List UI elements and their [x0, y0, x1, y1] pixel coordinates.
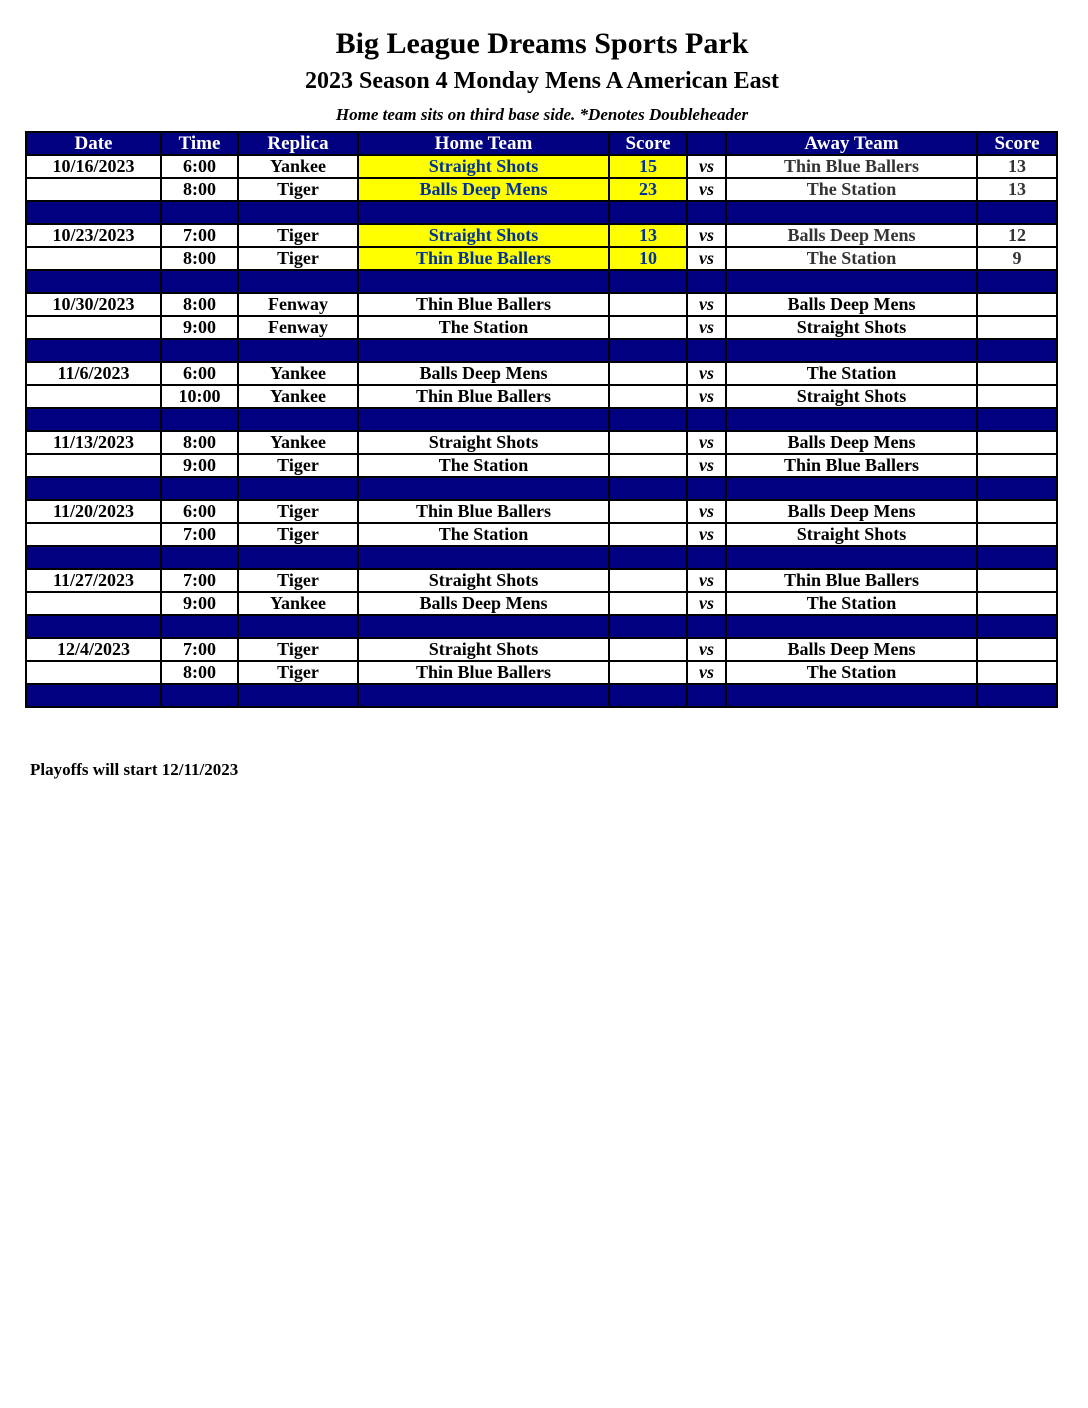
home-team: Straight Shots [358, 224, 609, 247]
home-team: The Station [358, 316, 609, 339]
game-replica: Yankee [238, 431, 358, 454]
vs-label: vs [687, 638, 726, 661]
game-time: 6:00 [161, 500, 238, 523]
separator-cell [26, 615, 161, 638]
separator-cell [977, 546, 1057, 569]
game-time: 8:00 [161, 293, 238, 316]
home-team: Thin Blue Ballers [358, 500, 609, 523]
away-team: Thin Blue Ballers [726, 155, 977, 178]
separator-cell [26, 201, 161, 224]
vs-label: vs [687, 661, 726, 684]
game-time: 10:00 [161, 385, 238, 408]
away-team: Straight Shots [726, 385, 977, 408]
game-row [26, 454, 1057, 477]
game-date: 10/16/2023 [26, 155, 161, 178]
week-separator-row [26, 339, 1057, 362]
separator-cell [609, 477, 687, 500]
home-team: Straight Shots [358, 431, 609, 454]
away-team: Balls Deep Mens [726, 293, 977, 316]
schedule-table [25, 131, 1058, 708]
home-score [609, 569, 687, 592]
game-date [26, 385, 161, 408]
separator-cell [238, 270, 358, 293]
separator-cell [609, 339, 687, 362]
home-score [609, 362, 687, 385]
game-date: 10/30/2023 [26, 293, 161, 316]
home-score [609, 316, 687, 339]
week-separator-row [26, 546, 1057, 569]
separator-cell [609, 615, 687, 638]
separator-cell [161, 615, 238, 638]
separator-cell [687, 546, 726, 569]
separator-cell [161, 339, 238, 362]
separator-cell [687, 270, 726, 293]
game-date: 11/27/2023 [26, 569, 161, 592]
separator-cell [977, 201, 1057, 224]
home-team: Straight Shots [358, 638, 609, 661]
home-score: 23 [609, 178, 687, 201]
schedule-header-row [26, 132, 1057, 155]
separator-cell [358, 615, 609, 638]
game-date [26, 661, 161, 684]
game-row [26, 178, 1057, 201]
separator-cell [726, 339, 977, 362]
vs-label: vs [687, 224, 726, 247]
game-time: 8:00 [161, 661, 238, 684]
home-team: Thin Blue Ballers [358, 661, 609, 684]
separator-cell [977, 615, 1057, 638]
game-replica: Tiger [238, 569, 358, 592]
home-score [609, 293, 687, 316]
game-date [26, 316, 161, 339]
separator-cell [726, 408, 977, 431]
separator-cell [726, 615, 977, 638]
vs-label: vs [687, 454, 726, 477]
game-date [26, 592, 161, 615]
separator-cell [609, 201, 687, 224]
home-score [609, 592, 687, 615]
week-separator-row [26, 201, 1057, 224]
game-date [26, 247, 161, 270]
home-score [609, 385, 687, 408]
game-replica: Fenway [238, 293, 358, 316]
separator-cell [609, 270, 687, 293]
home-score: 10 [609, 247, 687, 270]
away-score: 9 [977, 247, 1057, 270]
separator-cell [977, 408, 1057, 431]
week-separator-row [26, 270, 1057, 293]
separator-cell [977, 270, 1057, 293]
game-row [26, 523, 1057, 546]
game-date: 11/6/2023 [26, 362, 161, 385]
home-score: 15 [609, 155, 687, 178]
separator-cell [238, 615, 358, 638]
separator-cell [26, 684, 161, 707]
away-team: Straight Shots [726, 523, 977, 546]
away-score [977, 362, 1057, 385]
page-subtitle: 2023 Season 4 Monday Mens A American East [304, 68, 780, 94]
home-team: The Station [358, 454, 609, 477]
vs-label: vs [687, 178, 726, 201]
week-separator-row [26, 615, 1057, 638]
week-separator-row [26, 408, 1057, 431]
game-time: 7:00 [161, 638, 238, 661]
game-time: 9:00 [161, 592, 238, 615]
separator-cell [726, 477, 977, 500]
separator-cell [238, 408, 358, 431]
away-score [977, 638, 1057, 661]
home-team: The Station [358, 523, 609, 546]
separator-cell [358, 408, 609, 431]
game-replica: Tiger [238, 247, 358, 270]
away-team: The Station [726, 247, 977, 270]
separator-cell [26, 546, 161, 569]
away-team: Thin Blue Ballers [726, 454, 977, 477]
column-header-home-score: Score [609, 132, 687, 155]
separator-cell [687, 615, 726, 638]
game-replica: Yankee [238, 385, 358, 408]
game-replica: Tiger [238, 178, 358, 201]
game-date: 11/20/2023 [26, 500, 161, 523]
separator-cell [358, 270, 609, 293]
game-row [26, 661, 1057, 684]
home-score [609, 500, 687, 523]
away-score [977, 385, 1057, 408]
separator-cell [161, 270, 238, 293]
game-row [26, 316, 1057, 339]
column-header-vs [687, 132, 726, 155]
column-header-home-team: Home Team [358, 132, 609, 155]
separator-cell [687, 684, 726, 707]
separator-cell [238, 201, 358, 224]
game-time: 6:00 [161, 155, 238, 178]
game-replica: Yankee [238, 155, 358, 178]
game-date [26, 454, 161, 477]
game-time: 9:00 [161, 454, 238, 477]
game-time: 7:00 [161, 224, 238, 247]
schedule-note: Home team sits on third base side. *Denotes Doubleheader [335, 105, 749, 124]
game-date: 12/4/2023 [26, 638, 161, 661]
week-separator-row [26, 684, 1057, 707]
game-replica: Tiger [238, 523, 358, 546]
game-time: 8:00 [161, 431, 238, 454]
game-replica: Tiger [238, 454, 358, 477]
separator-cell [161, 201, 238, 224]
game-row [26, 155, 1057, 178]
home-score [609, 431, 687, 454]
away-team: The Station [726, 592, 977, 615]
away-score: 13 [977, 178, 1057, 201]
home-team: Balls Deep Mens [358, 362, 609, 385]
home-score: 13 [609, 224, 687, 247]
home-team: Balls Deep Mens [358, 178, 609, 201]
separator-cell [977, 684, 1057, 707]
page-title: Big League Dreams Sports Park [335, 27, 749, 60]
separator-cell [358, 201, 609, 224]
game-row [26, 247, 1057, 270]
game-date [26, 178, 161, 201]
game-replica: Tiger [238, 224, 358, 247]
game-time: 8:00 [161, 178, 238, 201]
home-score [609, 523, 687, 546]
separator-cell [238, 546, 358, 569]
away-team: The Station [726, 362, 977, 385]
game-replica: Tiger [238, 661, 358, 684]
separator-cell [609, 408, 687, 431]
separator-cell [358, 684, 609, 707]
separator-cell [609, 546, 687, 569]
separator-cell [238, 477, 358, 500]
separator-cell [687, 477, 726, 500]
away-score: 13 [977, 155, 1057, 178]
away-score [977, 592, 1057, 615]
separator-cell [161, 546, 238, 569]
away-team: The Station [726, 661, 977, 684]
separator-cell [238, 684, 358, 707]
separator-cell [238, 339, 358, 362]
schedule-body [26, 155, 1057, 707]
separator-cell [687, 339, 726, 362]
separator-cell [726, 546, 977, 569]
away-score: 12 [977, 224, 1057, 247]
vs-label: vs [687, 316, 726, 339]
separator-cell [26, 477, 161, 500]
game-row [26, 362, 1057, 385]
home-score [609, 454, 687, 477]
separator-cell [26, 408, 161, 431]
away-score [977, 431, 1057, 454]
separator-cell [26, 339, 161, 362]
vs-label: vs [687, 431, 726, 454]
vs-label: vs [687, 523, 726, 546]
separator-cell [726, 684, 977, 707]
game-row [26, 385, 1057, 408]
game-time: 8:00 [161, 247, 238, 270]
vs-label: vs [687, 592, 726, 615]
away-team: The Station [726, 178, 977, 201]
away-score [977, 500, 1057, 523]
away-score [977, 661, 1057, 684]
game-date: 10/23/2023 [26, 224, 161, 247]
home-team: Thin Blue Ballers [358, 293, 609, 316]
game-row [26, 500, 1057, 523]
game-replica: Fenway [238, 316, 358, 339]
home-team: Straight Shots [358, 155, 609, 178]
game-date: 11/13/2023 [26, 431, 161, 454]
game-row [26, 638, 1057, 661]
game-row [26, 293, 1057, 316]
home-score [609, 638, 687, 661]
separator-cell [161, 477, 238, 500]
game-replica: Yankee [238, 362, 358, 385]
away-team: Thin Blue Ballers [726, 569, 977, 592]
separator-cell [358, 339, 609, 362]
away-team: Straight Shots [726, 316, 977, 339]
home-team: Straight Shots [358, 569, 609, 592]
home-team: Thin Blue Ballers [358, 385, 609, 408]
vs-label: vs [687, 247, 726, 270]
column-header-date: Date [26, 132, 161, 155]
game-row [26, 224, 1057, 247]
vs-label: vs [687, 500, 726, 523]
separator-cell [26, 270, 161, 293]
vs-label: vs [687, 155, 726, 178]
game-replica: Yankee [238, 592, 358, 615]
home-team: Balls Deep Mens [358, 592, 609, 615]
away-team: Balls Deep Mens [726, 638, 977, 661]
game-row [26, 569, 1057, 592]
game-time: 7:00 [161, 523, 238, 546]
home-team: Thin Blue Ballers [358, 247, 609, 270]
vs-label: vs [687, 569, 726, 592]
vs-label: vs [687, 362, 726, 385]
away-team: Balls Deep Mens [726, 431, 977, 454]
separator-cell [687, 408, 726, 431]
column-header-away-score: Score [977, 132, 1057, 155]
week-separator-row [26, 477, 1057, 500]
column-header-replica: Replica [238, 132, 358, 155]
away-score [977, 523, 1057, 546]
separator-cell [687, 201, 726, 224]
playoffs-note: Playoffs will start 12/11/2023 [30, 760, 239, 779]
separator-cell [977, 339, 1057, 362]
separator-cell [358, 546, 609, 569]
away-score [977, 316, 1057, 339]
away-team: Balls Deep Mens [726, 500, 977, 523]
game-replica: Tiger [238, 500, 358, 523]
separator-cell [358, 477, 609, 500]
column-header-time: Time [161, 132, 238, 155]
separator-cell [161, 408, 238, 431]
separator-cell [726, 201, 977, 224]
game-time: 9:00 [161, 316, 238, 339]
game-row [26, 431, 1057, 454]
home-score [609, 661, 687, 684]
away-team: Balls Deep Mens [726, 224, 977, 247]
game-time: 7:00 [161, 569, 238, 592]
away-score [977, 454, 1057, 477]
away-score [977, 293, 1057, 316]
game-row [26, 592, 1057, 615]
away-score [977, 569, 1057, 592]
separator-cell [609, 684, 687, 707]
vs-label: vs [687, 293, 726, 316]
vs-label: vs [687, 385, 726, 408]
separator-cell [161, 684, 238, 707]
separator-cell [726, 270, 977, 293]
separator-cell [977, 477, 1057, 500]
game-date [26, 523, 161, 546]
game-time: 6:00 [161, 362, 238, 385]
column-header-away-team: Away Team [726, 132, 977, 155]
game-replica: Tiger [238, 638, 358, 661]
